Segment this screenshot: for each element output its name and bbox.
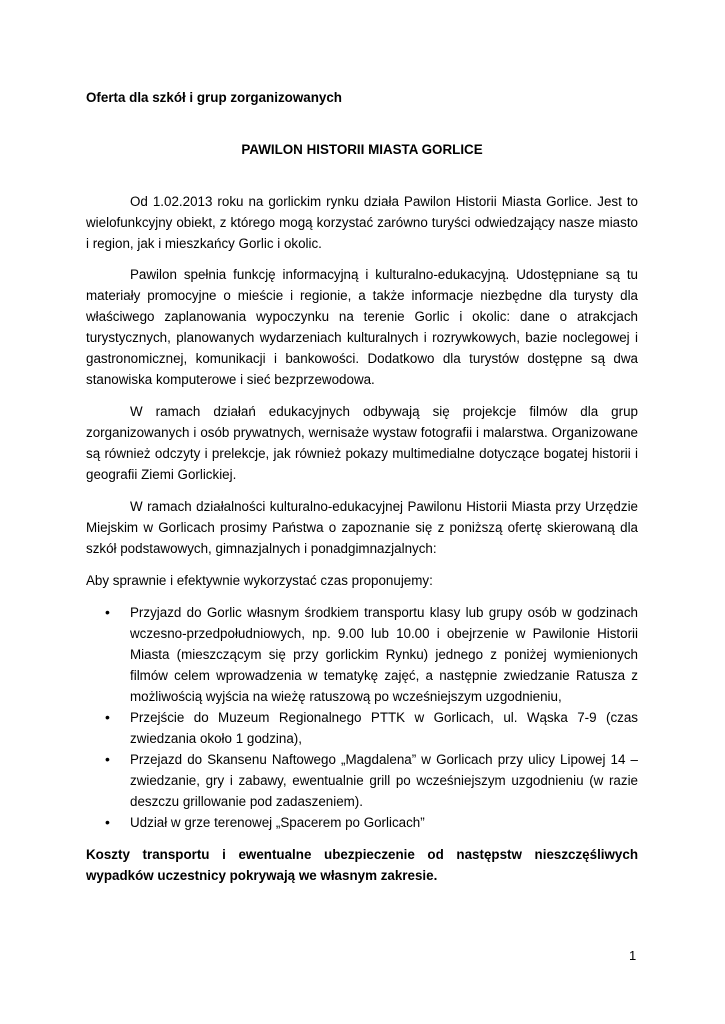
proposal-lead: Aby sprawnie i efektywnie wykorzystać czas proponujemy: — [86, 573, 433, 588]
list-item-text: Przejazd do Skansenu Naftowego „Magdalena” w Gorlicach przy ulicy Lipowej 14 – zwiedzanie, gry i zabawy, ewentualnie grill po wcześniejszym uzgodnieniu (w razie deszczu grillowanie pod zadaszeniem). — [130, 752, 638, 809]
list-item-text: Przyjazd do Gorlic własnym środkiem transportu klasy lub grupy osób w godzinach wczesno-przedpołudniowych, np. 9.00 lub 10.00 i obejrzenie w Pawilonie Historii Miasta (mieszczącym się przy gorlickim Rynku) jednego z poniżej wymienionych filmów celem wprowadzenia w tematykę zajęć, a następnie zwiedzanie Ratusza z możliwością wyjścia na wieżę ratuszową po wcześniejszym uzgodnieniu, — [130, 605, 638, 704]
document-page — [86, 87, 638, 886]
page-number: 1 — [629, 948, 637, 963]
cost-notice: Koszty transportu i ewentualne ubezpieczenie od następstw nieszczęśliwych wypadków uczestnicy pokrywają we własnym zakresie. — [86, 847, 638, 883]
bullet-icon: • — [105, 604, 110, 620]
list-item — [86, 602, 638, 707]
list-item — [86, 812, 638, 833]
functions-paragraph: Pawilon spełnia funkcję informacyjną i kulturalno-edukacyjną. Udostępniane są tu materiały promocyjne o mieście i regionie, a także informacje niezbędne dla turysty dla właściwego zaplanowania wypoczynku na terenie Gorlic i okolic: dane o atrakcjach turystycznych, planowanych wydarzeniach kulturalnych i rozrywkowych, bazie noclegowej i gastronomicznej, komunikacji i bankowości. Dodatkowo dla turystów dostępne są dwa stanowiska komputerowe i sieć bezprzewodowa. — [86, 267, 638, 387]
bullet-icon: • — [105, 709, 110, 725]
intro-paragraph: Od 1.02.2013 roku na gorlickim rynku działa Pawilon Historii Miasta Gorlice. Jest to wielofunkcyjny obiekt, z którego mogą korzystać zarówno turyści odwiedzający nasze miasto i region, jak i mieszkańcy Gorlic i okolic. — [86, 194, 638, 251]
list-item — [86, 707, 638, 749]
education-paragraph: W ramach działań edukacyjnych odbywają się projekcje filmów dla grup zorganizowanych i osób prywatnych, wernisaże wystaw fotografii i malarstwa. Organizowane są również odczyty i prelekcje, jak również pokazy multimedialne dotyczące bogatej historii i geografii Ziemi Gorlickiej. — [86, 404, 638, 482]
offer-heading: Oferta dla szkół i grup zorganizowanych — [86, 90, 342, 105]
proposal-list — [86, 602, 638, 833]
list-item-text: Udział w grze terenowej „Spacerem po Gorlicach” — [130, 815, 425, 830]
offer-paragraph: W ramach działalności kulturalno-edukacyjnej Pawilonu Historii Miasta przy Urzędzie Miejskim w Gorlicach prosimy Państwa o zapoznanie się z poniższą ofertę skierowaną dla szkół podstawowych, gimnazjalnych i ponadgimnazjalnych: — [86, 499, 638, 556]
list-item-text: Przejście do Muzeum Regionalnego PTTK w Gorlicach, ul. Wąska 7-9 (czas zwiedzania około 1 godzina), — [130, 710, 638, 746]
bullet-icon: • — [105, 814, 110, 830]
list-item — [86, 749, 638, 812]
document-title: PAWILON HISTORII MIASTA GORLICE — [241, 142, 483, 157]
bullet-icon: • — [105, 751, 110, 767]
